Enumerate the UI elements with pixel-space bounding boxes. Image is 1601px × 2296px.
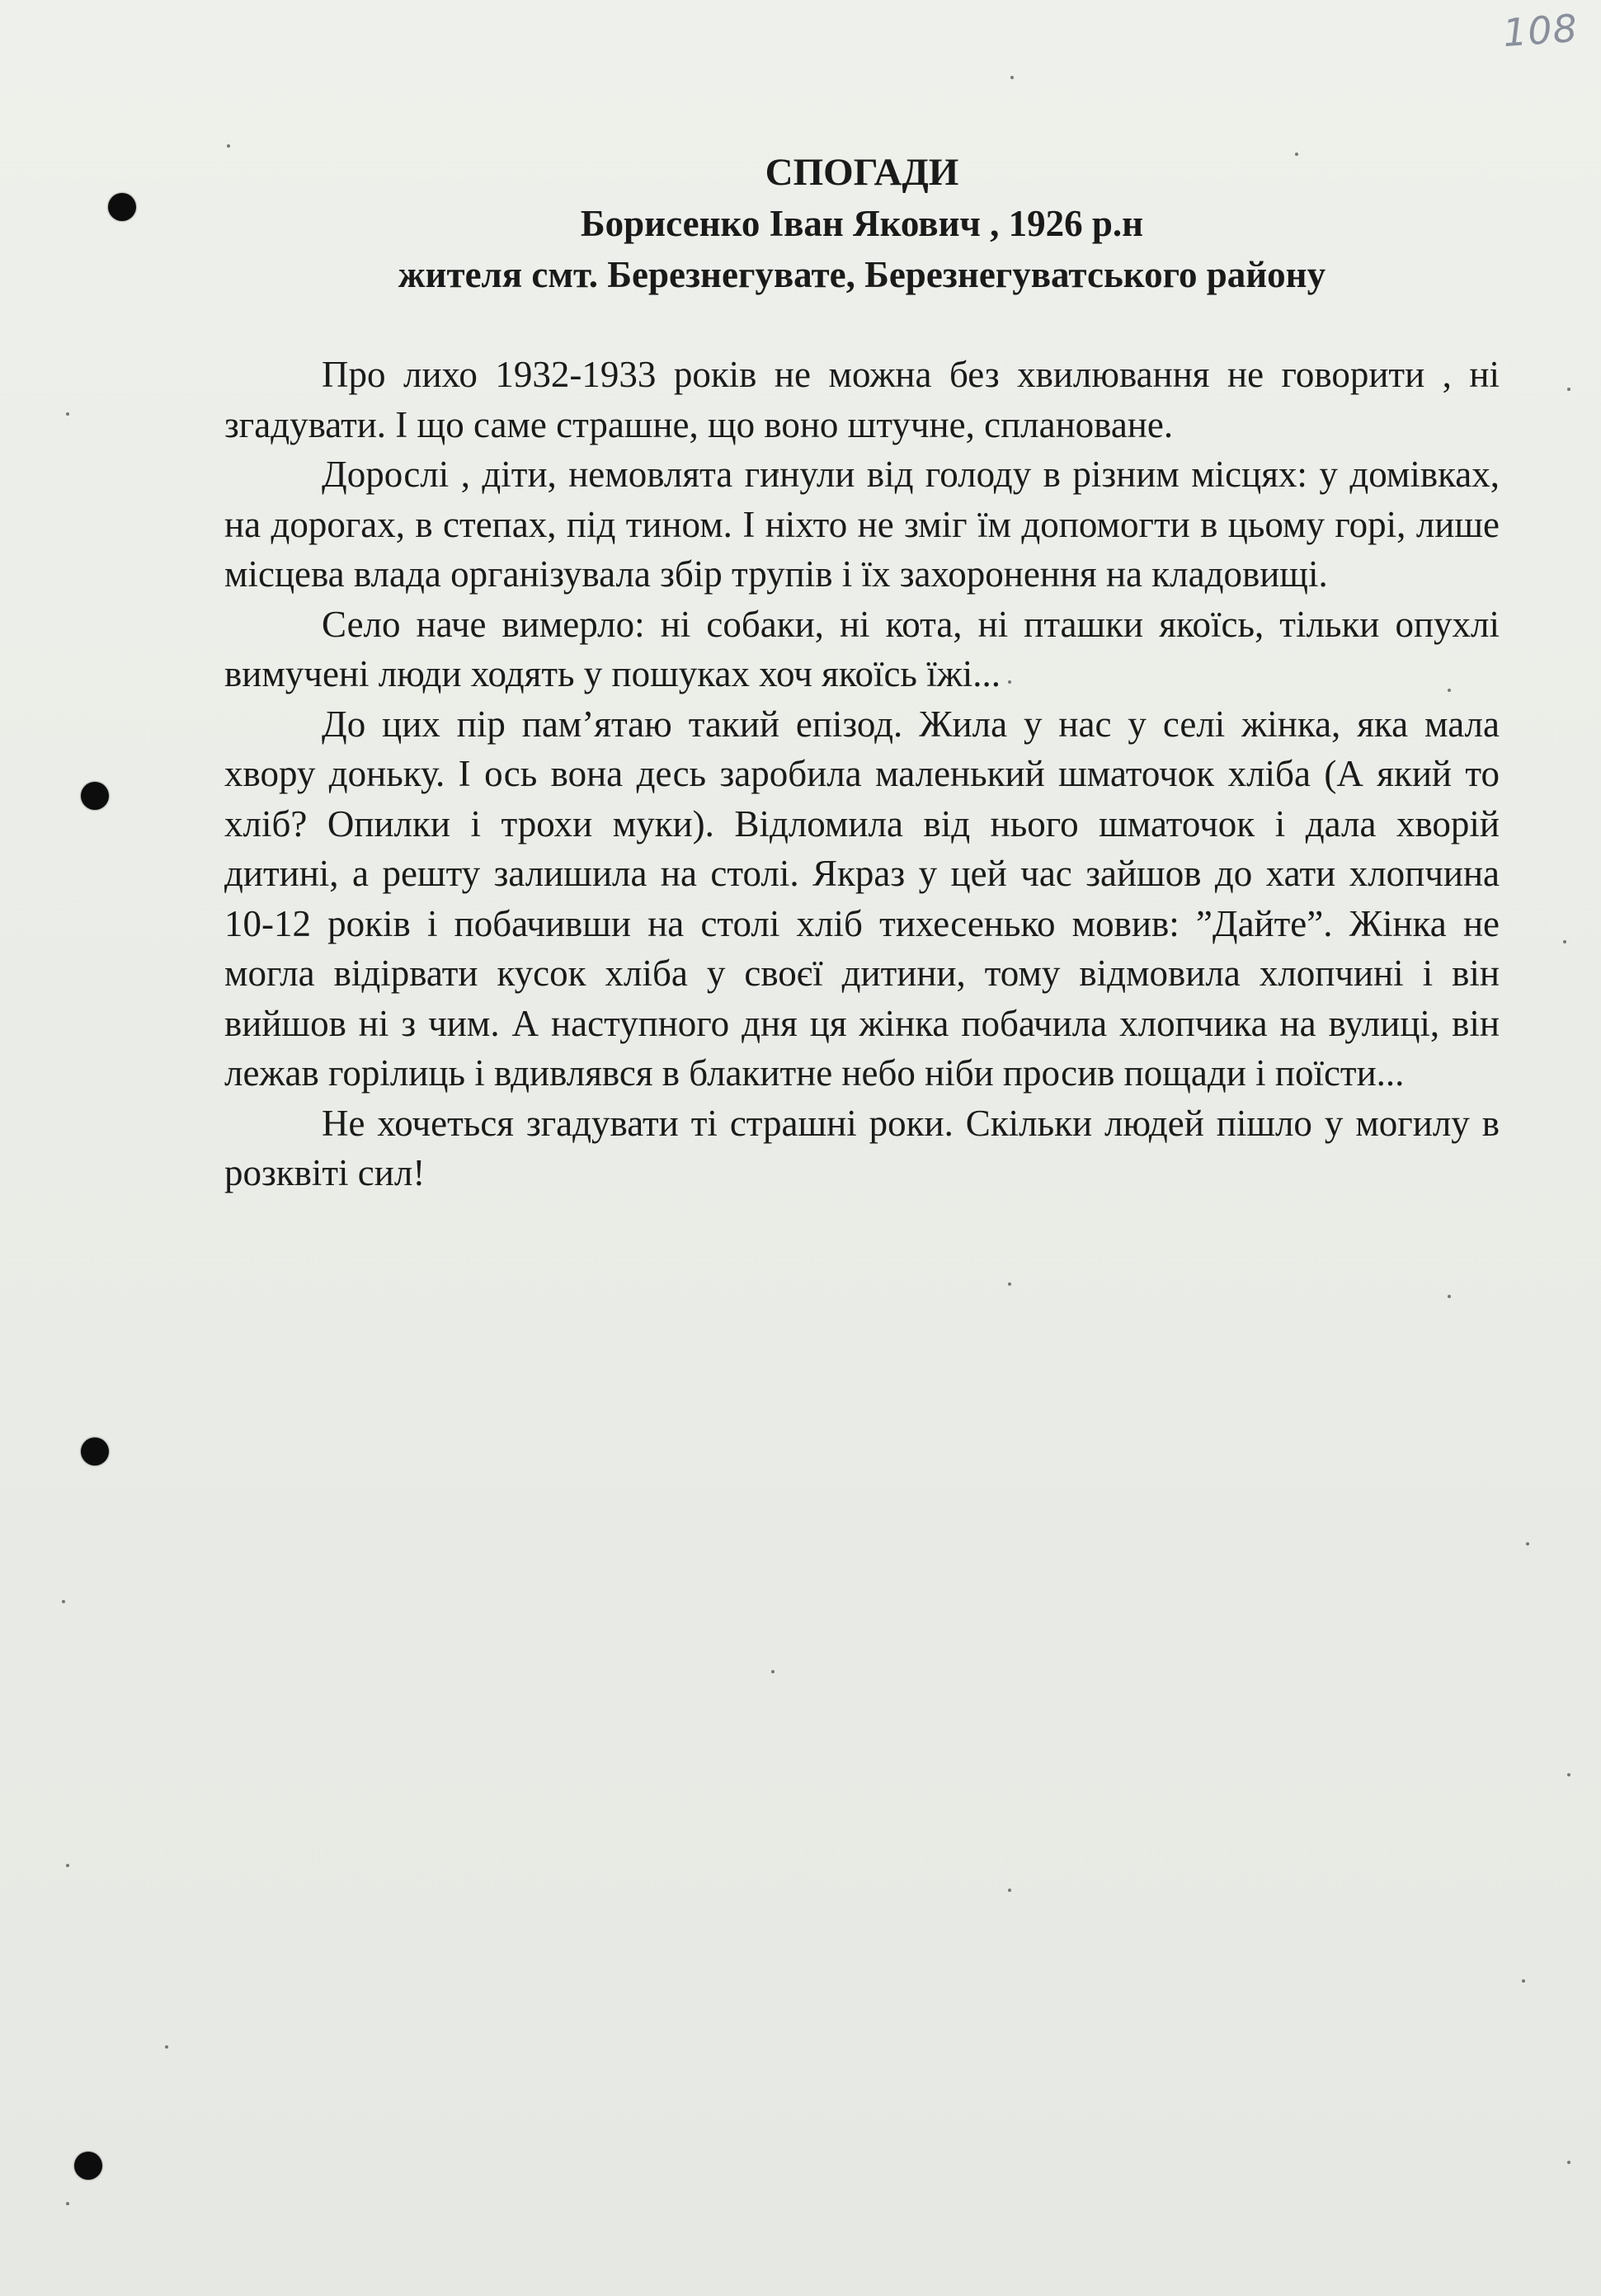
handwritten-page-number: 108	[1501, 5, 1580, 56]
author-residence: жителя смт. Березнегувате, Березнегуватського району	[398, 254, 1326, 295]
document-title: СПОГАДИ	[765, 151, 959, 194]
paragraph: Про лихо 1932-1933 років не можна без хвилювання не говорити , ні згадувати. І що саме страшне, що воно штучне, сплановане.	[224, 354, 1500, 445]
paragraph: Село наче вимерло: ні собаки, ні кота, ні пташки якоїсь, тільки опухлі вимучені люди ходять у пошуках хоч якоїсь їжі...	[224, 603, 1500, 694]
scan-speck	[1567, 1773, 1570, 1776]
scan-speck	[62, 1600, 65, 1603]
scan-speck	[66, 1864, 69, 1867]
document-body	[224, 350, 1500, 1198]
scan-speck	[771, 1670, 775, 1673]
scan-speck	[1008, 1282, 1011, 1286]
scan-speck	[1008, 1889, 1011, 1892]
punch-hole	[81, 782, 109, 810]
scan-speck	[1526, 1542, 1529, 1546]
paragraph: До цих пір пам’ятаю такий епізод. Жила у нас у селі жінка, яка мала хвору доньку. І ось вона десь заробила маленький шматочок хліба (А який то хліб? Опилки і трохи муки). Відломила від нього шматочок і дала хворій дитині, а решту залишила на столі. Якраз у цей час зайшов до хати хлопчина 10-12 років і побачивши на столі хліб тихесенько мовив: ”Дайте”. Жінка не могла відірвати кусок хліба у своєї дитини, тому відмовила хлопчині і він вийшов ні з чим. А наступного дня ця жінка побачила хлопчика на вулиці, він лежав горілиць і вдивлявся в блакитне небо ніби просив пощади і поїсти...	[224, 703, 1500, 1094]
scan-speck	[1567, 388, 1570, 391]
scan-speck	[1448, 1295, 1451, 1298]
scan-speck	[66, 412, 69, 416]
scan-speck	[1563, 940, 1566, 943]
scan-speck	[1522, 1979, 1525, 1983]
punch-hole	[81, 1437, 109, 1466]
paragraph: Не хочеться згадувати ті страшні роки. Скільки людей пішло у могилу в розквіті сил!	[224, 1102, 1500, 1193]
punch-hole	[74, 2152, 102, 2180]
scan-speck	[1567, 2161, 1570, 2164]
scan-speck	[1010, 76, 1014, 79]
punch-hole	[108, 193, 136, 221]
document-header	[165, 147, 1559, 300]
author-name: Борисенко Іван Якович , 1926 р.н	[580, 203, 1144, 244]
paragraph: Дорослі , діти, немовлята гинули від голоду в різним місцях: у домівках, на дорогах, в степах, під тином. І ніхто не зміг їм допомогти в цьому горі, лише місцева влада організувала збір трупів і їх захоронення на кладовищі.	[224, 454, 1500, 595]
scan-speck	[66, 2202, 69, 2205]
scan-speck	[165, 2045, 168, 2049]
